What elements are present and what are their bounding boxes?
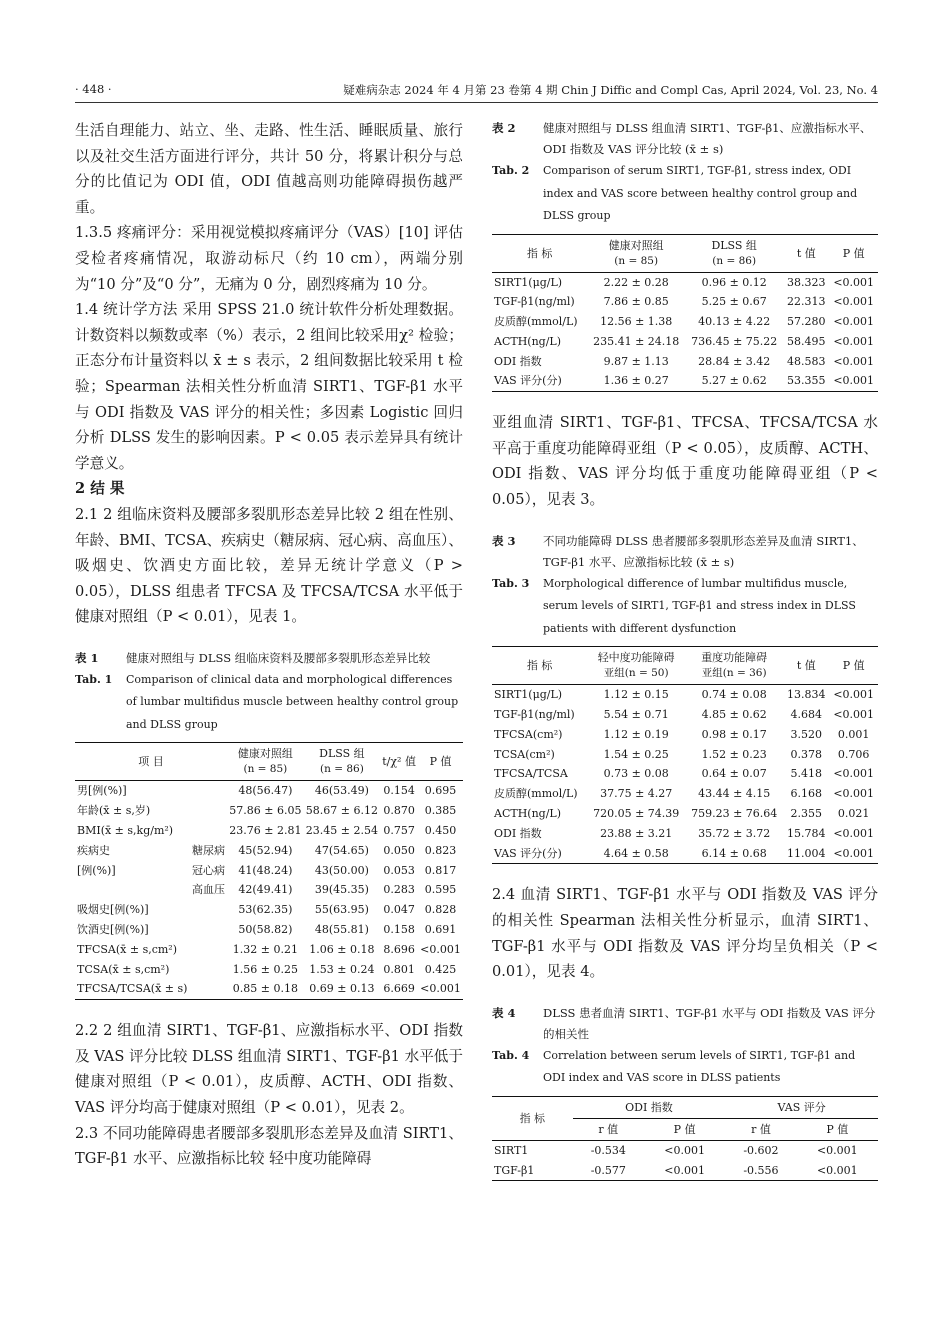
table2-caption-cn: 表 2 健康对照组与 DLSS 组血清 SIRT1、TGF-β1、应激指标水平、ODI 指数及 VAS 评分比较 (x̄ ± s) (492, 121, 872, 156)
table-cell: 0.385 (424, 804, 457, 818)
table-cell: 高血压 (191, 883, 225, 897)
table-cell: 39(45.35) (314, 883, 369, 897)
table-cell: 48(55.81) (314, 922, 369, 936)
table-cell: 2.22 ± 0.28 (603, 275, 669, 289)
table-row (492, 371, 878, 391)
table-cell: <0.001 (833, 767, 875, 781)
table-row (75, 880, 463, 900)
table2-header: DLSS 组 (n = 86) (685, 234, 783, 272)
table-cell: 0.98 ± 0.17 (701, 727, 767, 741)
table-cell: 0.870 (383, 804, 415, 818)
table-cell: 冠心病 (191, 863, 225, 877)
table2-caption-en: Tab. 2 Comparison of serum SIRT1, TGF-β1, stress index, ODI index and VAS score between healthy control group and DLSS group (492, 164, 858, 222)
table-cell: 0.73 ± 0.08 (603, 767, 669, 781)
table-cell: 37.75 ± 4.27 (600, 787, 673, 801)
table-cell: 饮酒史[例(%)] (77, 922, 149, 936)
table-row (75, 781, 463, 801)
paragraph-2-3-cont: 亚组血清 SIRT1、TGF-β1、TFCSA、TFCSA/TCSA 水平高于重度功能障碍亚组（P < 0.05），皮质醇、ACTH、ODI 指数、VAS 评分均低于重度功能障碍亚组（P < 0.05），见表 3。 (492, 414, 878, 509)
table-row (75, 801, 463, 821)
table-cell: 0.757 (383, 823, 415, 837)
table-cell: SIRT1(μg/L) (494, 275, 563, 289)
table-cell: 40.13 ± 4.22 (698, 315, 771, 329)
table-cell: 0.595 (424, 883, 457, 897)
table-cell: <0.001 (833, 688, 875, 702)
table-cell: 720.05 ± 74.39 (593, 806, 680, 820)
table-cell: TFCSA(cm²) (494, 727, 563, 741)
table-row (492, 824, 878, 844)
table-cell: BMI(x̄ ± s,kg/m²) (77, 823, 174, 837)
table-cell: 53.355 (787, 374, 826, 388)
table4-header: ODI 指数 (573, 1096, 726, 1118)
table-row (75, 979, 463, 999)
table-cell: 1.52 ± 0.23 (701, 747, 767, 761)
table-cell: [例(%)] (77, 863, 116, 877)
table-cell: 6.168 (790, 787, 823, 801)
table-cell: 235.41 ± 24.18 (593, 334, 680, 348)
table-cell (190, 940, 227, 960)
table4-header: P 值 (797, 1118, 878, 1140)
table-row (75, 861, 463, 881)
paragraph-2-2: 2.2 2 组血清 SIRT1、TGF-β1、应激指标水平、ODI 指数及 VAS 评分比较 DLSS 组血清 SIRT1、TGF-β1 水平低于健康对照组（P < 0.01），皮质醇、ACTH、ODI 指数、VAS 评分均高于健康对照组（P < 0.01），见表 2。 (75, 1022, 463, 1116)
header-rule (75, 102, 878, 103)
table-cell: 9.87 ± 1.13 (603, 354, 669, 368)
table-cell: 58.495 (787, 334, 826, 348)
table-cell: VAS 评分(分) (494, 846, 562, 860)
table-cell: 0.828 (424, 903, 457, 917)
table-cell: 55(63.95) (314, 903, 369, 917)
table-cell: <0.001 (420, 982, 461, 996)
table-cell: TGF-β1(ng/ml) (494, 707, 575, 721)
table-cell: 28.84 ± 3.42 (698, 354, 771, 368)
table-cell: 吸烟史[例(%)] (77, 903, 149, 917)
table-row (492, 804, 878, 824)
table-cell: 5.25 ± 0.67 (701, 295, 767, 309)
table-cell: 11.004 (787, 846, 826, 860)
table-cell: <0.001 (833, 315, 875, 329)
table-cell: 6.14 ± 0.68 (701, 846, 767, 860)
table-cell: 1.53 ± 0.24 (309, 962, 375, 976)
table-cell: 0.154 (383, 784, 415, 798)
table2-header: t 值 (783, 234, 829, 272)
table1-caption-cn: 表 1 健康对照组与 DLSS 组临床资料及腰部多裂肌形态差异比较 (75, 650, 431, 665)
table-cell (190, 781, 227, 801)
table-cell: 0.158 (383, 922, 415, 936)
table-cell: <0.001 (816, 1163, 858, 1177)
table-cell: SIRT1 (494, 1143, 529, 1157)
table-row (492, 332, 878, 352)
table-cell (190, 900, 227, 920)
table-cell: 1.54 ± 0.25 (603, 747, 669, 761)
table-cell: 48(56.47) (238, 784, 293, 798)
table-cell: 6.669 (383, 982, 415, 996)
table4-header: r 值 (573, 1118, 644, 1140)
table1-header: DLSS 组 (n = 86) (304, 743, 381, 781)
table1-header: P 值 (418, 743, 463, 781)
table-cell: 0.691 (424, 922, 457, 936)
table-cell: -0.577 (590, 1163, 626, 1177)
table-row (75, 821, 463, 841)
table-cell: 23.76 ± 2.81 (229, 823, 302, 837)
table-cell: 46(53.49) (314, 784, 369, 798)
table-cell: 0.64 ± 0.07 (701, 767, 767, 781)
table-cell: -0.534 (590, 1143, 626, 1157)
table4-caption-cn: 表 4 DLSS 患者血清 SIRT1、TGF-β1 水平与 ODI 指数及 VAS 评分的相关性 (492, 1005, 876, 1041)
table-row (492, 784, 878, 804)
table-row (492, 745, 878, 765)
table-row (75, 960, 463, 980)
table-cell: 5.27 ± 0.62 (701, 374, 767, 388)
table-cell: 736.45 ± 75.22 (691, 334, 778, 348)
table-cell: 1.06 ± 0.18 (309, 942, 375, 956)
table2-header: P 值 (829, 234, 878, 272)
table-cell: 45(52.94) (238, 843, 293, 857)
table-cell: -0.602 (743, 1143, 779, 1157)
table-cell: 0.817 (424, 863, 457, 877)
table-cell: TGF-β1(ng/ml) (494, 295, 575, 309)
table4-header: r 值 (725, 1118, 796, 1140)
table4-header: 指 标 (492, 1096, 573, 1140)
table-cell: 12.56 ± 1.38 (600, 315, 673, 329)
table-cell: <0.001 (664, 1143, 705, 1157)
table1-caption-en: Tab. 1 Comparison of clinical data and morphological differences of lumbar multifidus muscle between healthy control group and DLSS group (75, 672, 459, 731)
table-cell: ACTH(ng/L) (494, 334, 562, 348)
table1-header: 项 目 (75, 743, 227, 781)
table-cell: <0.001 (833, 374, 875, 388)
table-cell: 7.86 ± 0.85 (603, 295, 669, 309)
table-cell: 糖尿病 (191, 843, 225, 857)
table-cell (190, 960, 227, 980)
table-cell: 23.45 ± 2.54 (305, 823, 378, 837)
paragraph-2-4: 2.4 血清 SIRT1、TGF-β1 水平与 ODI 指数及 VAS 评分的相关性 Spearman 法相关性分析显示，血清 SIRT1、TGF-β1 水平与 ODI 指数及 VAS 评分均呈负相关（P < 0.01），见表 4。 (492, 886, 878, 981)
table-cell: 5.418 (790, 767, 823, 781)
table-cell: <0.001 (833, 846, 875, 860)
right-column (492, 118, 878, 1181)
table-row (492, 312, 878, 332)
table-cell: ODI 指数 (494, 826, 542, 840)
table-cell: <0.001 (833, 354, 875, 368)
table3-header: 重度功能障碍 亚组(n = 36) (685, 647, 783, 685)
table3-caption-en: Tab. 3 Morphological difference of lumbar multifidus muscle, serum levels of SIRT1, TGF-β1 and stress index in DLSS patients with different dysfunction (492, 576, 856, 635)
table-cell: 15.784 (787, 826, 826, 840)
table-cell: 48.583 (787, 354, 826, 368)
table-cell: 8.696 (383, 942, 415, 956)
table-cell: 皮质醇(mmol/L) (494, 787, 578, 801)
table-cell: 0.706 (837, 747, 870, 761)
table-row (492, 1140, 878, 1160)
table-cell: 4.85 ± 0.62 (701, 707, 767, 721)
table-cell: TFCSA(x̄ ± s,cm²) (77, 942, 178, 956)
table-cell: 0.96 ± 0.12 (701, 275, 767, 289)
table-cell: 1.32 ± 0.21 (232, 942, 298, 956)
section-heading-results: 2 结 果 (75, 480, 125, 498)
table-cell: 43.44 ± 4.15 (698, 787, 771, 801)
table-cell (190, 821, 227, 841)
table-cell: 0.283 (383, 883, 415, 897)
table4-header: P 值 (644, 1118, 725, 1140)
table1-header: 健康对照组 (n = 85) (227, 743, 304, 781)
table-cell: 0.85 ± 0.18 (232, 982, 298, 996)
table-cell (75, 880, 190, 900)
table4 (492, 1096, 878, 1182)
table-cell: TFCSA/TCSA (494, 767, 568, 781)
table-cell: 0.047 (383, 903, 415, 917)
running-header (75, 82, 878, 102)
table-cell: 43(50.00) (314, 863, 369, 877)
table-cell: 0.74 ± 0.08 (701, 688, 767, 702)
page-number: · 448 · (75, 82, 112, 96)
table-cell: 1.12 ± 0.19 (603, 727, 669, 741)
table-cell: <0.001 (833, 295, 875, 309)
table3-header: P 值 (829, 647, 878, 685)
table-cell: 1.12 ± 0.15 (603, 688, 669, 702)
table-cell: 47(54.65) (314, 843, 369, 857)
paragraph-statistics: 1.4 统计学方法 采用 SPSS 21.0 统计软件分析处理数据。计数资料以频数或率（%）表示，2 组间比较采用χ² 检验；正态分布计量资料以 x̄ ± s 表示，2 组间数据比较采用 t 检验；Spearman 法相关性分析血清 SIRT1、TGF-β1 水平与 ODI 指数及 VAS 评分的相关性；多因素 Logistic 回归分析 DLSS 发生的影响因素。P < 0.05 表示差异具有统计学意义。 (75, 301, 463, 472)
table-cell: 0.450 (424, 823, 457, 837)
table-cell: ACTH(ng/L) (494, 806, 562, 820)
table-cell: TGF-β1 (494, 1163, 535, 1177)
table3-header: 轻中度功能障碍 亚组(n = 50) (587, 647, 685, 685)
table-row (492, 1161, 878, 1181)
table-row (492, 725, 878, 745)
table-cell: <0.001 (420, 942, 461, 956)
paragraph-2-1: 2.1 2 组临床资料及腰部多裂肌形态差异比较 2 组在性别、年龄、BMI、TCSA、疾病史（糖尿病、冠心病、高血压）、吸烟史、饮酒史方面比较，差异无统计学意义（P > 0.05），DLSS 组患者 TFCSA 及 TFCSA/TCSA 水平低于健康对照组（P < 0.01），见表 1。 (75, 505, 463, 626)
table-cell: 50(58.82) (238, 922, 293, 936)
table-row (492, 764, 878, 784)
paragraph-2-3: 2.3 不同功能障碍患者腰部多裂肌形态差异及血清 SIRT1、TGF-β1 水平、应激指标比较 轻中度功能障碍 (75, 1124, 463, 1168)
table-cell: 0.823 (424, 843, 457, 857)
table-cell: <0.001 (833, 707, 875, 721)
table1-header: t/χ² 值 (380, 743, 418, 781)
table-cell: VAS 评分(分) (494, 374, 562, 388)
table-cell: <0.001 (833, 787, 875, 801)
table-row (75, 900, 463, 920)
table-cell: 0.425 (424, 962, 457, 976)
table-cell: <0.001 (833, 275, 875, 289)
table-cell: 57.280 (787, 315, 826, 329)
table-cell (190, 920, 227, 940)
table-row (492, 705, 878, 725)
table-cell: 0.69 ± 0.13 (309, 982, 375, 996)
table2-header: 指 标 (492, 234, 587, 272)
table-cell: 0.001 (837, 727, 870, 741)
table-cell: 57.86 ± 6.05 (229, 804, 302, 818)
table-cell: TCSA(x̄ ± s,cm²) (77, 962, 170, 976)
table1 (75, 742, 463, 1000)
table-row (492, 685, 878, 705)
table-cell: 38.323 (787, 275, 826, 289)
paragraph-vas: 1.3.5 疼痛评分：采用视觉模拟疼痛评分（VAS）[10] 评估受检者疼痛情况，取游动标尺（约 10 cm），两端分别为“10 分”及“0 分”，无痛为 0 分，剧烈疼痛为 10 分。 (75, 224, 463, 293)
table3-header: t 值 (783, 647, 829, 685)
table-cell: 0.695 (424, 784, 457, 798)
table-cell: 0.050 (383, 843, 415, 857)
table-cell: 759.23 ± 76.64 (691, 806, 778, 820)
table-cell: -0.556 (743, 1163, 779, 1177)
left-column (75, 118, 463, 1172)
table-cell: 男[例(%)] (77, 784, 127, 798)
table-row (492, 352, 878, 372)
table-cell: 23.88 ± 3.21 (600, 826, 673, 840)
table4-header: VAS 评分 (725, 1096, 878, 1118)
table-cell: 13.834 (787, 688, 826, 702)
table-row (75, 841, 463, 861)
table-cell: 1.36 ± 0.27 (603, 374, 669, 388)
table-cell (190, 979, 227, 999)
table-cell: 0.378 (790, 747, 823, 761)
table-cell: 42(49.41) (238, 883, 293, 897)
table2-header: 健康对照组 (n = 85) (587, 234, 685, 272)
table3-header: 指 标 (492, 647, 587, 685)
table-cell: 41(48.24) (238, 863, 293, 877)
table-cell: <0.001 (816, 1143, 858, 1157)
paragraph-odi: 生活自理能力、站立、坐、走路、性生活、睡眠质量、旅行以及社交生活方面进行评分，共计 50 分，将累计积分与总分的比值记为 ODI 值，ODI 值越高则功能障碍损伤越严重。 (75, 122, 463, 216)
table-cell: SIRT1(μg/L) (494, 688, 563, 702)
table-cell: <0.001 (664, 1163, 705, 1177)
table-cell: 疾病史 (77, 843, 110, 857)
table-row (492, 292, 878, 312)
table-cell: 5.54 ± 0.71 (603, 707, 669, 721)
table-cell: 35.72 ± 3.72 (698, 826, 771, 840)
table-row (75, 940, 463, 960)
table4-caption-en: Tab. 4 Correlation between serum levels of SIRT1, TGF-β1 and ODI index and VAS score in DLSS patients (492, 1048, 856, 1085)
table-cell: 2.355 (790, 806, 823, 820)
table2 (492, 234, 878, 393)
table-cell: 4.64 ± 0.58 (603, 846, 669, 860)
table-cell: <0.001 (833, 826, 875, 840)
table-cell: 53(62.35) (238, 903, 293, 917)
table3-caption-cn: 表 3 不同功能障碍 DLSS 患者腰部多裂肌形态差异及血清 SIRT1、TGF-β1 水平、应激指标比较 (x̄ ± s) (492, 533, 864, 569)
table-cell: 3.520 (790, 727, 823, 741)
table-cell: 年龄(x̄ ± s,岁) (77, 804, 151, 818)
table-row (492, 272, 878, 292)
table-cell: 58.67 ± 6.12 (305, 804, 378, 818)
table-row (75, 920, 463, 940)
table-cell: 0.021 (837, 806, 870, 820)
table-cell: 1.56 ± 0.25 (232, 962, 298, 976)
table-cell: 0.053 (383, 863, 415, 877)
table-row (492, 844, 878, 864)
table-cell: TCSA(cm²) (494, 747, 555, 761)
table-cell: 4.684 (790, 707, 823, 721)
table-cell: ODI 指数 (494, 354, 542, 368)
table-cell: 22.313 (787, 295, 826, 309)
table-cell: 皮质醇(mmol/L) (494, 315, 578, 329)
journal-info: 疑难病杂志 2024 年 4 月第 23 卷第 4 期 Chin J Diffic and Compl Cas, April 2024, Vol. 23, No. 4 (343, 83, 878, 97)
table-cell: <0.001 (833, 334, 875, 348)
table-cell: 0.801 (383, 962, 415, 976)
table3 (492, 646, 878, 864)
table-cell (190, 801, 227, 821)
table-cell: TFCSA/TCSA(x̄ ± s) (77, 982, 188, 996)
